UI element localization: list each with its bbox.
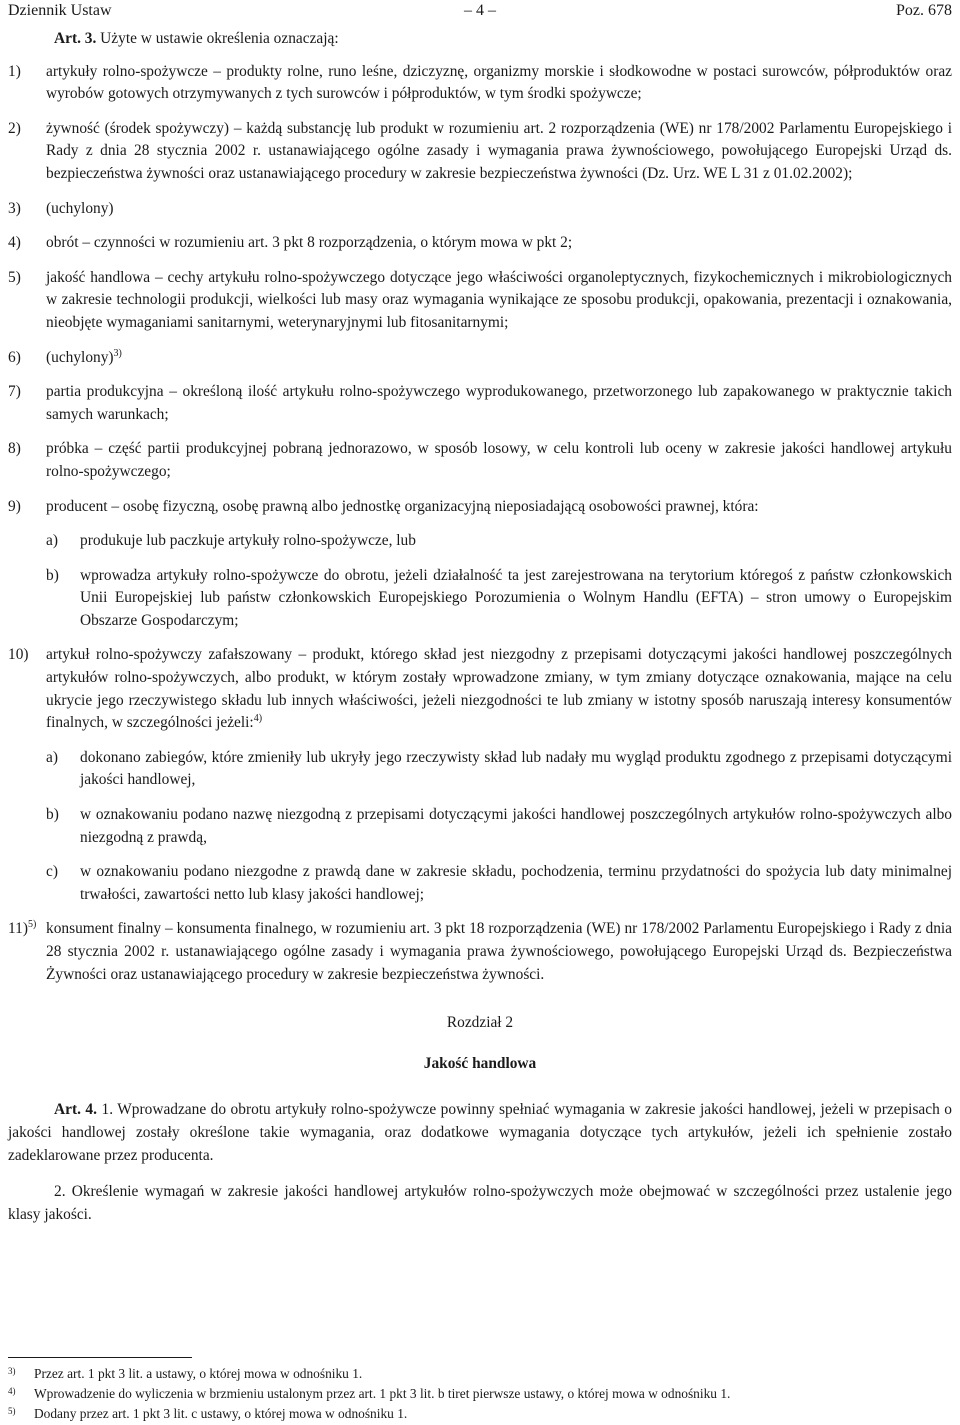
definition-item — [8, 438, 952, 483]
definition-number-text: 1) — [8, 62, 21, 80]
footnote-number: 4) — [8, 1386, 16, 1396]
definition-body — [46, 438, 952, 483]
chapter-title: Jakość handlowa — [423, 1054, 537, 1072]
definition-text: (uchylony) — [46, 348, 114, 366]
page-number: – 4 – — [464, 2, 496, 19]
definition-number — [8, 381, 46, 426]
definition-number-text: 4) — [8, 234, 21, 252]
definition-body — [46, 381, 952, 426]
sub-item-text: wprowadza artykuły rolno-spożywcze do obrotu, jeżeli działalność ta jest zarejestrowana na terytorium któregoś z państw członkowskich Unii Europejskiej lub państw członkowskich Europejskiego Porozumienia o Wolnym Handlu (EFTA) – stron umowy o Europejskim Obszarze Gospodarczym; — [80, 566, 952, 629]
definition-number — [8, 61, 46, 106]
footnote-list — [8, 1364, 952, 1424]
article-3-heading — [8, 28, 952, 51]
footnote-ref: 3) — [113, 347, 122, 359]
definition-body — [46, 198, 952, 221]
document-content — [8, 28, 952, 1240]
definition-number-text: 8) — [8, 440, 21, 458]
definition-item — [8, 198, 952, 221]
footnote — [8, 1404, 952, 1424]
sub-item — [46, 861, 952, 906]
definition-number — [8, 438, 46, 483]
definition-body — [46, 267, 952, 335]
definition-body — [46, 118, 952, 186]
definition-text: jakość handlowa – cechy artykułu rolno-spożywczego dotyczące jego właściwości organoleptycznych, fizykochemicznych i mikrobiologicznych w zakresie technologii produkcji, wielkości lub masy oraz wymagania wynikające ze sposobu produkcji, opakowania, prezentacji i oznakowania, nieobjęte wymaganiami sanitarnymi, weterynaryjnymi lub fitosanitarnymi; — [46, 268, 952, 331]
article-3-intro: Użyte w ustawie określenia oznaczają: — [100, 30, 339, 47]
sub-item-text: dokonano zabiegów, które zmieniły lub ukryły jego rzeczywisty skład lub nadały mu wygląd produktu zgodnego z przepisami dotyczącymi jakości handlowej, — [80, 748, 952, 789]
article-4-p1-number: 1. — [101, 1101, 114, 1119]
definition-number — [8, 267, 46, 335]
footnote — [8, 1364, 952, 1384]
definition-text: producent – osobę fizyczną, osobę prawną albo jednostkę organizacyjną nieposiadającą osobowości prawnej, która: — [46, 497, 759, 515]
definition-number-text: 3) — [8, 199, 21, 217]
definition-item — [8, 232, 952, 255]
definition-number — [8, 232, 46, 255]
article-4-label: Art. 4. — [54, 1101, 97, 1119]
definition-number-text: 5) — [8, 268, 21, 286]
sub-item — [46, 530, 952, 553]
definition-body — [46, 232, 952, 255]
article-4-p1-text: Wprowadzane do obrotu artykuły rolno-spożywcze powinny spełniać wymagania w zakresie jakości handlowej, jeżeli w przepisach o jakości handlowej zostały określone takie wymagania, oraz dodatkowe wymagania dotyczące tych artykułów, jeżeli ich spełnienie zostało zadeklarowane przez producenta. — [8, 1101, 952, 1164]
sub-item-letter: a) — [46, 748, 58, 766]
definition-number — [8, 198, 46, 221]
sub-item-letter: c) — [46, 863, 58, 881]
definition-number — [8, 918, 46, 986]
definition-text: próbka – część partii produkcyjnej pobraną jednorazowo, w sposób losowy, w celu kontroli lub oceny w zakresie jakości handlowej artykułu rolno-spożywczego; — [46, 440, 952, 480]
sub-item-letter: b) — [46, 566, 59, 584]
definition-item — [8, 61, 952, 106]
definition-text: artykuł rolno-spożywczy zafałszowany – produkt, którego skład jest niezgodny z przepisami dotyczącymi jakości handlowej poszczególnych artykułów rolno-spożywczych, albo produkt, w którym zostały wprowadzone zmiany, w tym zmiany dotyczące oznakowania, mające na celu ukrycie jego rzeczywistego składu lub innych właściwości, jeżeli niezgodności te lub zmiany w istotny sposób naruszają interesy konsumentów finalnych, w szczególności jeżeli: — [46, 646, 952, 732]
definition-text: żywność (środek spożywczy) – każdą substancję lub produkt w rozumieniu art. 2 rozporządzenia (WE) nr 178/2002 Parlamentu Europejskiego i Rady z dnia 28 stycznia 2002 r. ustanawiającego ogólne zasady i wymagania prawa żywnościowego, powołującego Europejski Urząd ds. bezpieczeństwa żywności oraz ustanawiającego procedury w zakresie bezpieczeństwa żywności (Dz. Urz. WE L 31 z 01.02.2002); — [46, 119, 952, 182]
definitions-list — [8, 61, 952, 987]
definition-body — [46, 496, 952, 633]
definition-number-text: 7) — [8, 383, 21, 401]
sub-item-text: produkuje lub paczkuje artykuły rolno-spożywcze, lub — [80, 532, 416, 550]
definition-item — [8, 267, 952, 335]
definition-body — [46, 918, 952, 986]
sub-item-letter: a) — [46, 532, 58, 550]
footnote-text: Dodany przez art. 1 pkt 3 lit. c ustawy, o której mowa w odnośniku 1. — [34, 1406, 408, 1421]
article-4-paragraph-1 — [8, 1099, 952, 1167]
definition-item — [8, 496, 952, 633]
sub-item-letter: b) — [46, 806, 59, 824]
definition-number — [8, 118, 46, 186]
footnotes — [8, 1357, 952, 1424]
definition-item — [8, 381, 952, 426]
definition-number-text: 11) — [8, 920, 28, 938]
footnote-separator — [8, 1357, 192, 1358]
article-4-paragraph-2: 2. Określenie wymagań w zakresie jakości handlowej artykułów rolno-spożywczych może obejmować w szczególności przez ustalenie jego klasy jakości. — [8, 1183, 952, 1223]
journal-name: Dziennik Ustaw — [8, 2, 112, 19]
definition-item — [8, 644, 952, 906]
article-3-label: Art. 3. — [54, 30, 97, 47]
definition-number-text: 9) — [8, 497, 21, 515]
definition-number — [8, 496, 46, 633]
definition-item — [8, 347, 952, 370]
page-header — [8, 0, 952, 24]
footnote-number: 3) — [8, 1366, 16, 1376]
definition-item — [8, 918, 952, 986]
definition-body — [46, 61, 952, 106]
footnote-ref: 4) — [253, 713, 263, 725]
footnote-text: Wprowadzenie do wyliczenia w brzmieniu ustalonym przez art. 1 pkt 3 lit. b tiret pierwsze ustawy, o której mowa w odnośniku 1. — [34, 1386, 731, 1401]
sub-item-text: w oznakowaniu podano niezgodne z prawdą dane w zakresie składu, pochodzenia, terminu przydatności do spożycia lub daty minimalnej trwałości, zawartości netto lub klasy jakości handlowej; — [80, 863, 952, 903]
sub-item — [46, 565, 952, 633]
definition-number — [8, 347, 46, 370]
definition-text: artykuły rolno-spożywcze – produkty rolne, runo leśne, dziczyznę, organizmy morskie i słodkowodne w postaci surowców, półproduktów oraz wyrobów gotowych otrzymywanych z tych surowców i półproduktów, w tym środki spożywcze; — [46, 62, 952, 103]
sub-item — [46, 747, 952, 792]
definition-item — [8, 118, 952, 186]
footnote-text: Przez art. 1 pkt 3 lit. a ustawy, o której mowa w odnośniku 1. — [34, 1366, 363, 1381]
sub-item-text: w oznakowaniu podano nazwę niezgodną z przepisami dotyczącymi jakości handlowej poszczególnych artykułów rolno-spożywczych albo niezgodną z prawdą, — [80, 806, 952, 846]
footnote — [8, 1384, 952, 1404]
definition-body — [46, 347, 952, 370]
definition-body — [46, 644, 952, 906]
definition-number — [8, 644, 46, 906]
footnote-ref: 5) — [27, 919, 37, 931]
definition-number-text: 10) — [8, 646, 29, 664]
position-number: Poz. 678 — [896, 2, 952, 19]
definition-text: (uchylony) — [46, 199, 114, 217]
definition-number-text: 2) — [8, 119, 21, 137]
definition-number-text: 6) — [8, 348, 21, 366]
definition-text: obrót – czynności w rozumieniu art. 3 pkt 8 rozporządzenia, o którym mowa w pkt 2; — [46, 234, 573, 252]
chapter-label: Rozdział 2 — [446, 1014, 514, 1032]
definition-text: partia produkcyjna – określoną ilość artykułu rolno-spożywczego wyprodukowanego, przetworzonego lub zapakowanego w praktycznie takich samych warunkach; — [46, 383, 952, 423]
footnote-number: 5) — [8, 1406, 16, 1416]
sub-item — [46, 804, 952, 849]
definition-text: konsument finalny – konsumenta finalnego, w rozumieniu art. 3 pkt 18 rozporządzenia (WE) nr 178/2002 Parlamentu Europejskiego i Rady z dnia 28 stycznia 2002 r. ustanawiającego ogólne zasady i wymagania prawa żywnościowego, powołującego Europejski Urząd ds. Bezpieczeństwa Żywności oraz ustanawiającego procedury w zakresie bezpieczeństwa żywności. — [46, 920, 952, 983]
